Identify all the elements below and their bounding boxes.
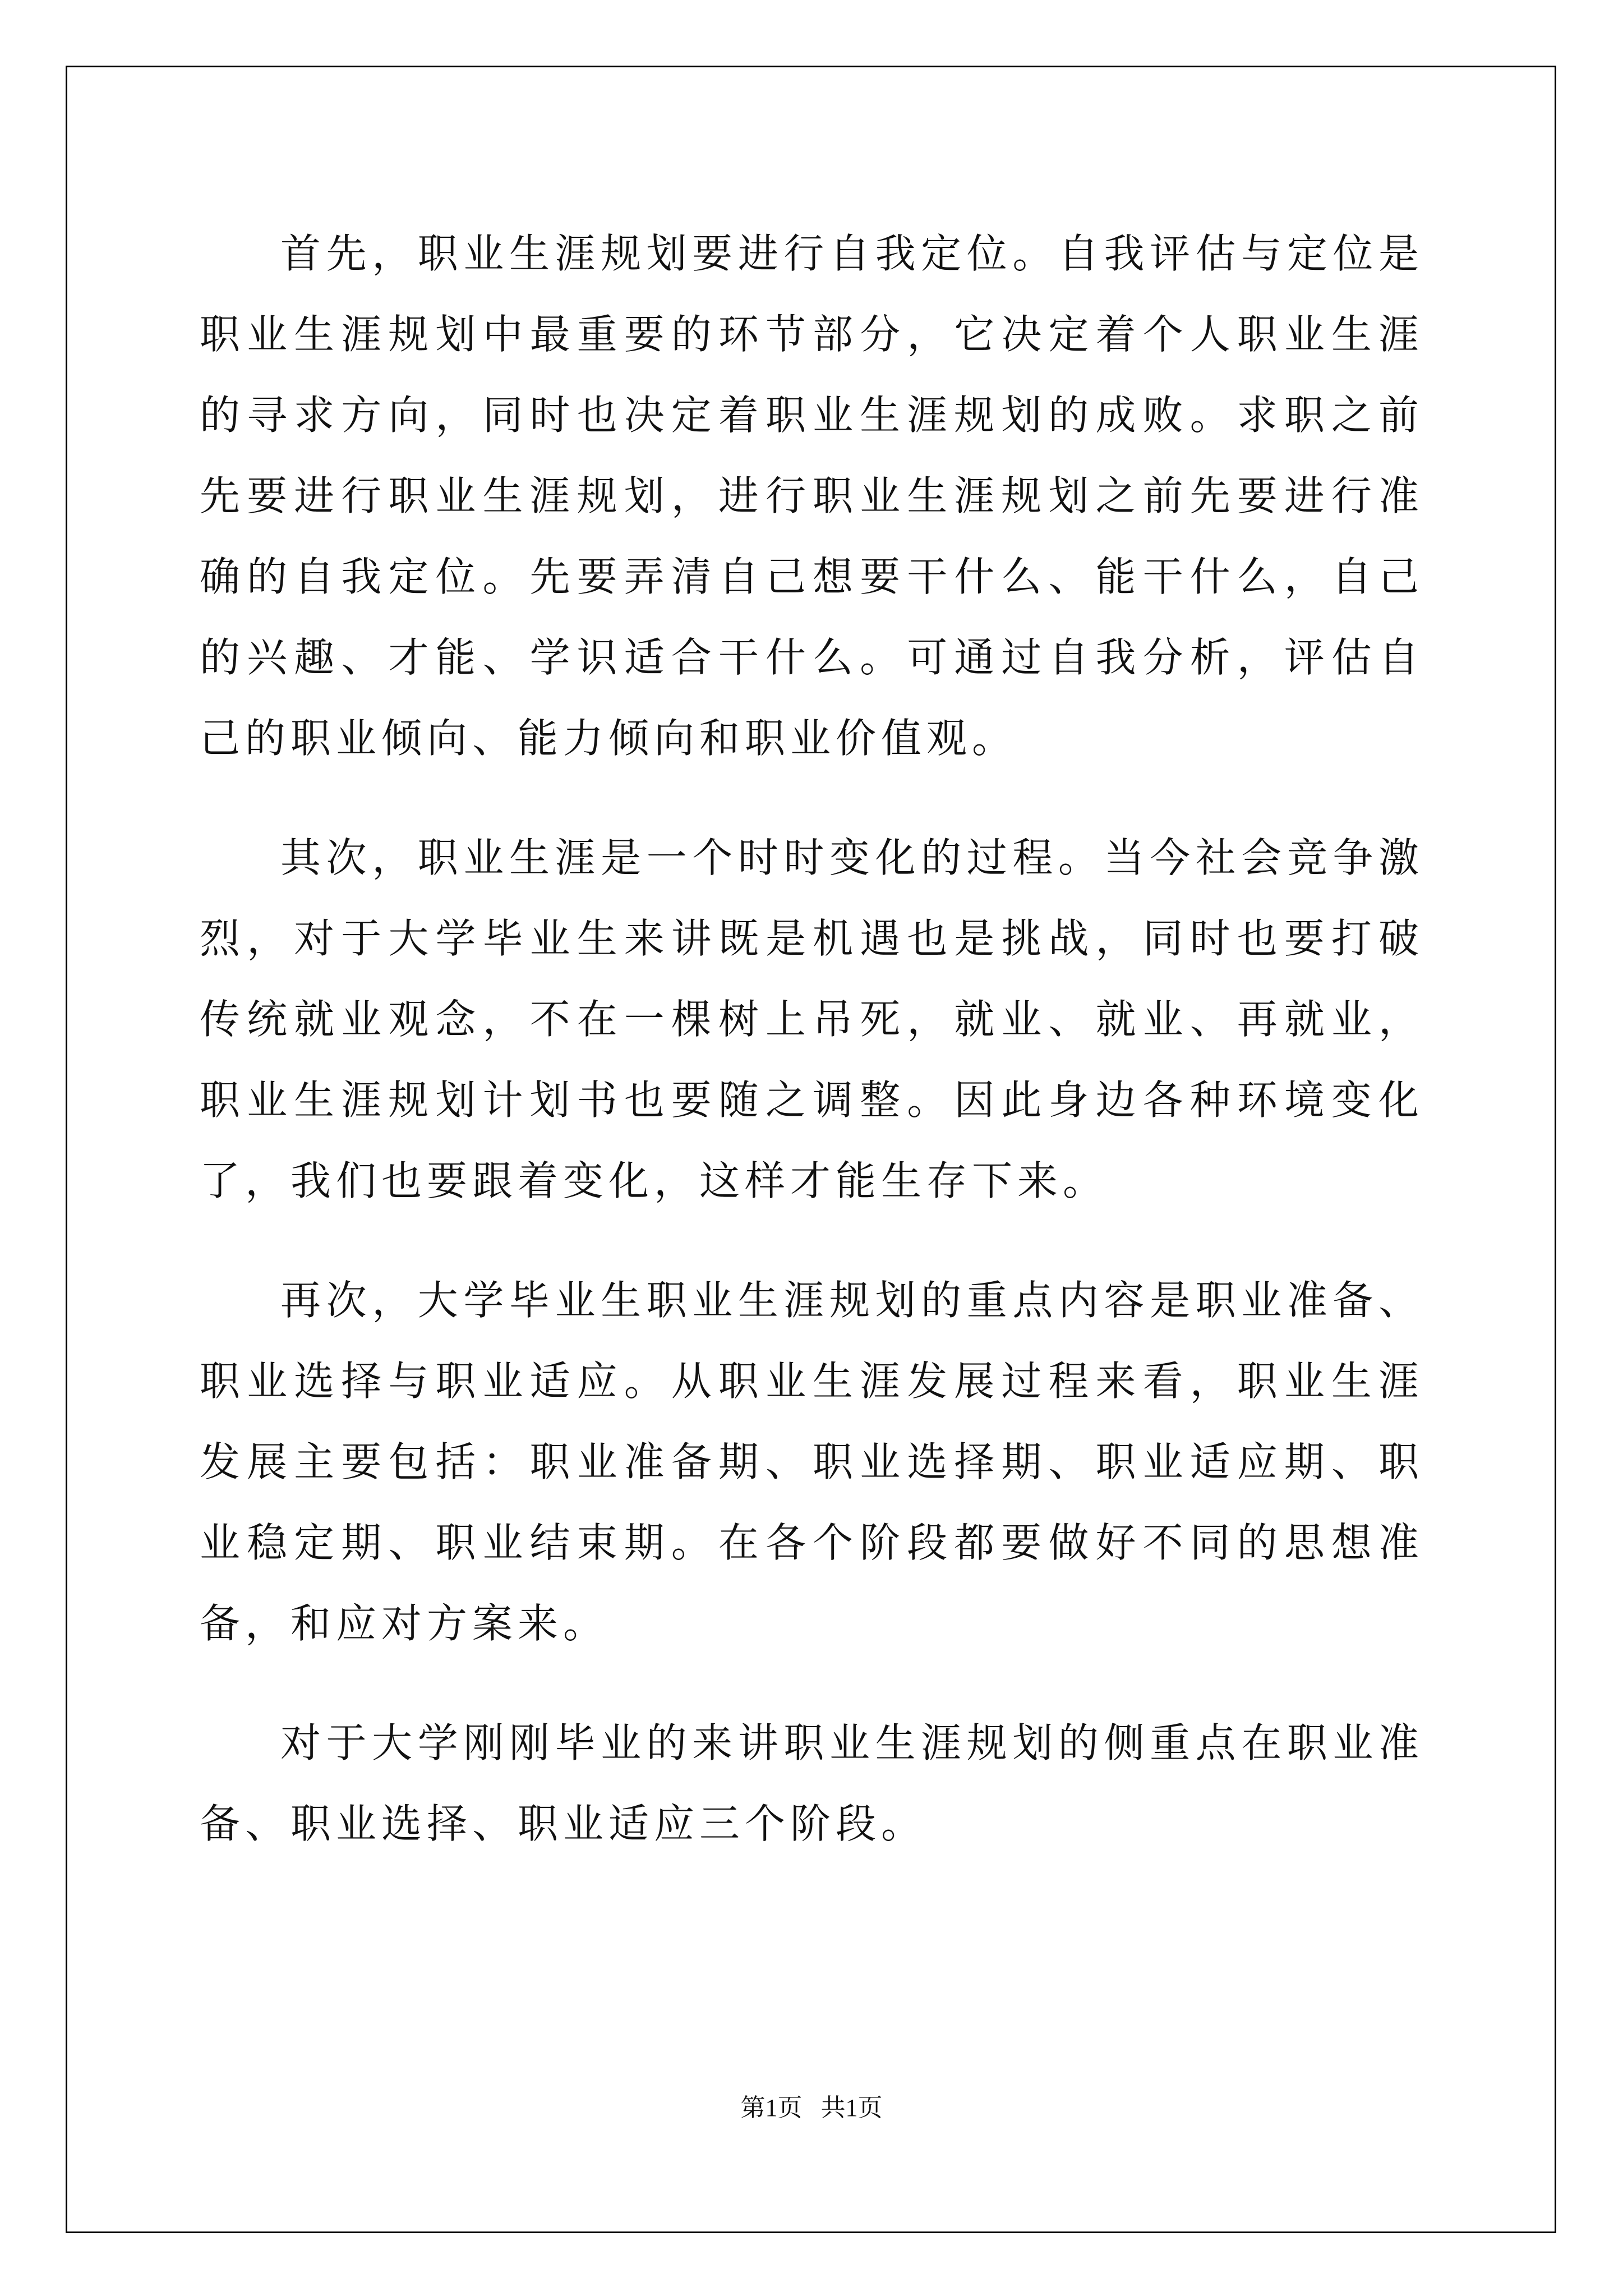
paragraph-4: 对于大学刚刚毕业的来讲职业生涯规划的侧重点在职业准备、职业选择、职业适应三个阶段。 xyxy=(200,1719,1424,1847)
paragraph-3: 再次，大学毕业生职业生涯规划的重点内容是职业准备、职业选择与职业适应。从职业生涯发展过程来看，职业生涯发展主要包括：职业准备期、职业选择期、职业适应期、职业稳定期、职业结束期。在各个阶段都要做好不同的思想准备，和应对方案来。 xyxy=(200,1277,1424,1647)
page-footer: 第1页 共1页 xyxy=(740,2094,883,2122)
paragraph-1: 首先，职业生涯规划要进行自我定位。自我评估与定位是职业生涯规划中最重要的环节部分，它决定着个人职业生涯的寻求方向，同时也决定着职业生涯规划的成败。求职之前先要进行职业生涯规划，进行职业生涯规划之前先要进行准确的自我定位。先要弄清自己想要干什么、能干什么，自己的兴趣、才能、学识适合干什么。可通过自我分析，评估自己的职业倾向、能力倾向和职业价值观。 xyxy=(200,230,1424,762)
document-body xyxy=(200,213,1424,1903)
paragraph-2: 其次，职业生涯是一个时时变化的过程。当今社会竞争激烈，对于大学毕业生来讲既是机遇也是挑战，同时也要打破传统就业观念，不在一棵树上吊死，就业、就业、再就业，职业生涯规划计划书也要随之调整。因此身边各种环境变化了，我们也要跟着变化，这样才能生存下来。 xyxy=(200,834,1424,1204)
